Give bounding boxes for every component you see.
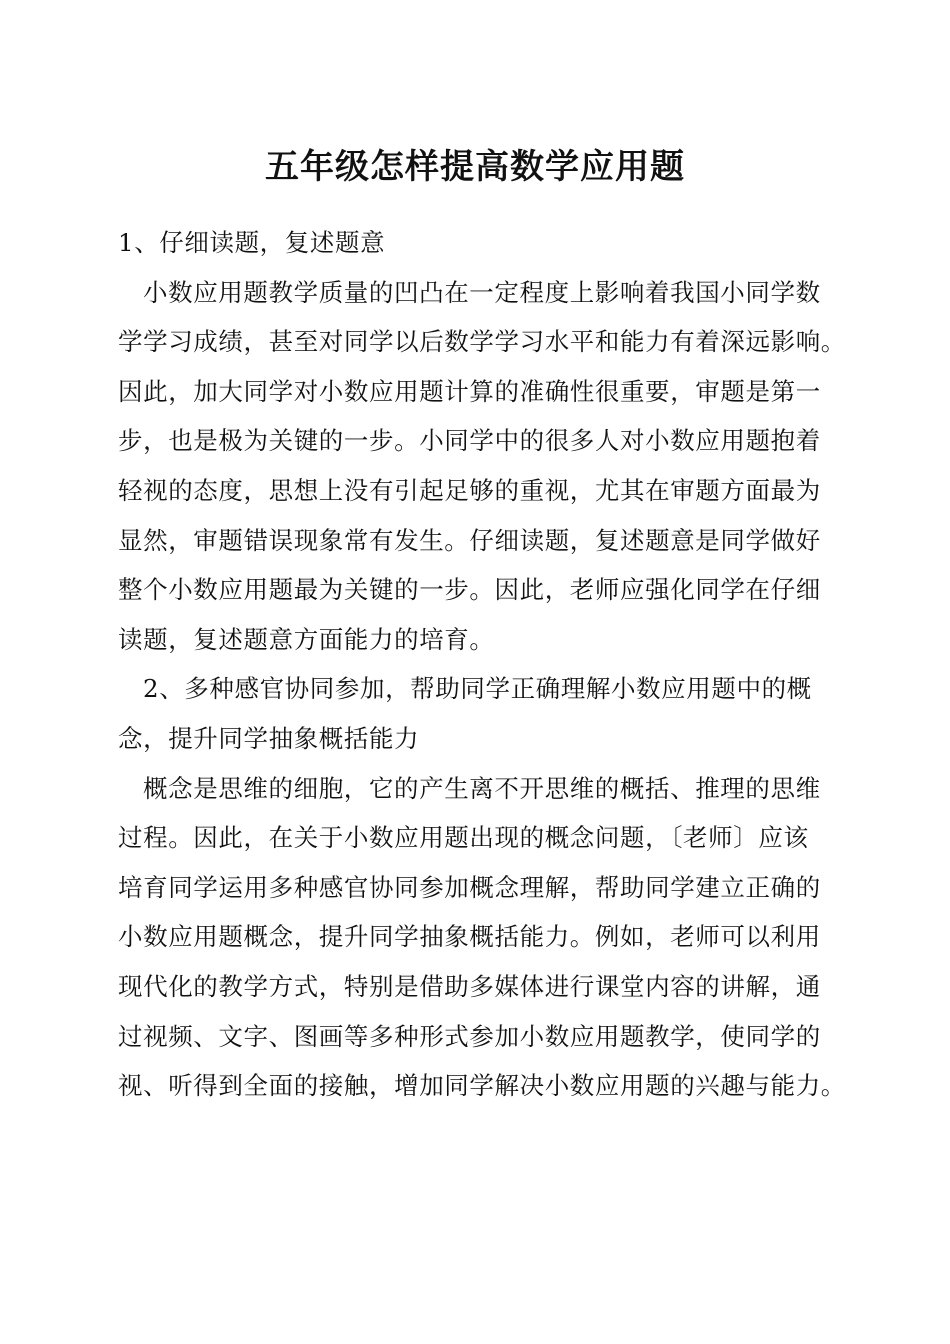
paragraph-line: 培育同学运用多种感官协同参加概念理解，帮助同学建立正确的: [118, 872, 821, 902]
paragraph-line: 因此，加大同学对小数应用题计算的准确性很重要，审题是第一: [118, 376, 821, 406]
paragraph-line: 学学习成绩，甚至对同学以后数学学习水平和能力有着深远影响。: [118, 327, 846, 357]
section-heading-2-continued: 念，提升同学抽象概括能力: [118, 723, 420, 753]
document-title: 五年级怎样提高数学应用题: [265, 147, 685, 187]
paragraph-line: 视、听得到全面的接触，增加同学解决小数应用题的兴趣与能力。: [118, 1071, 846, 1101]
paragraph-line: 小数应用题概念，提升同学抽象概括能力。例如，老师可以利用: [118, 922, 821, 952]
section-heading-2: 2、多种感官协同参加，帮助同学正确理解小数应用题中的概: [143, 674, 812, 704]
paragraph-line: 小数应用题教学质量的凹凸在一定程度上影响着我国小同学数: [143, 277, 821, 307]
paragraph-line: 概念是思维的细胞，它的产生离不开思维的概括、推理的思维: [143, 773, 821, 803]
paragraph-line: 过程。因此，在关于小数应用题出现的概念问题，〔老师〕应该: [118, 823, 809, 853]
document-body: [118, 218, 858, 1111]
paragraph-line: 现代化的教学方式，特别是借助多媒体进行课堂内容的讲解，通: [118, 971, 821, 1001]
paragraph-line: 步，也是极为关键的一步。小同学中的很多人对小数应用题抱着: [118, 426, 821, 456]
paragraph-line: 过视频、文字、图画等多种形式参加小数应用题教学，使同学的: [118, 1021, 821, 1051]
paragraph-line: 显然，审题错误现象常有发生。仔细读题，复述题意是同学做好: [118, 525, 821, 555]
paragraph-line: 轻视的态度，思想上没有引起足够的重视，尤其在审题方面最为: [118, 475, 821, 505]
paragraph-line: 读题，复述题意方面能力的培育。: [118, 624, 495, 654]
section-heading-1: 1、仔细读题，复述题意: [118, 228, 386, 257]
paragraph-line: 整个小数应用题最为关键的一步。因此，老师应强化同学在仔细: [118, 575, 821, 605]
